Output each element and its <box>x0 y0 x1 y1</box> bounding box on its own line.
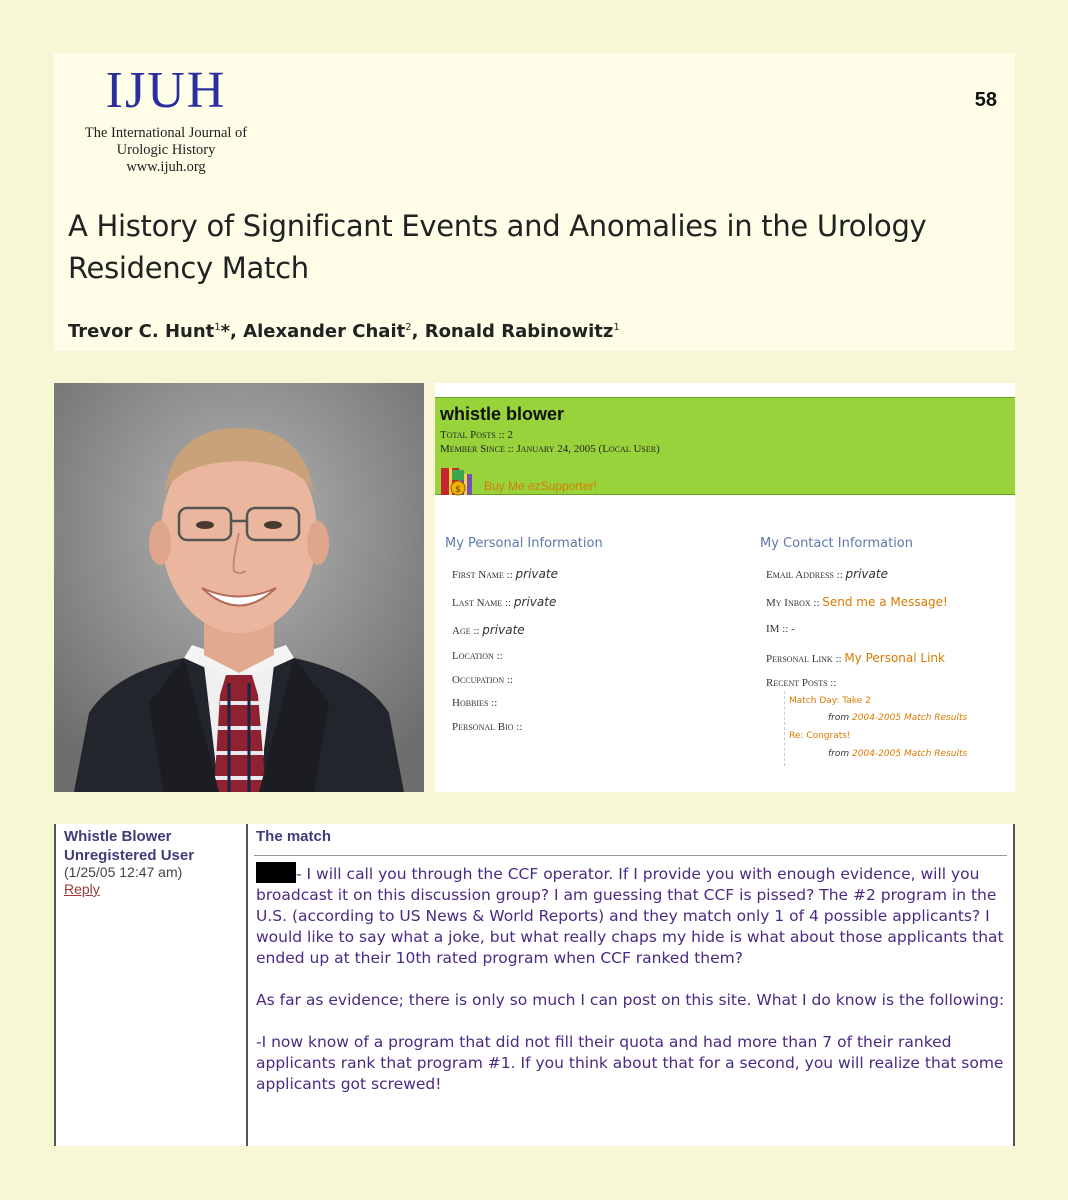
recent-post-1-source-link[interactable]: 2004-2005 Match Results <box>852 713 968 723</box>
field-last-name: Last Name :: private <box>452 595 557 609</box>
gift-coins-icon[interactable] <box>440 466 480 496</box>
recent-posts-rule <box>784 691 785 766</box>
author-2: Alexander Chait$^2$ <box>243 321 412 342</box>
field-personal-link: Personal Link :: My Personal Link <box>766 651 945 665</box>
field-hobbies: Hobbies :: <box>452 697 498 709</box>
personal-info-title: My Personal Information <box>445 536 603 551</box>
send-message-link[interactable]: Send me a Message! <box>822 595 948 609</box>
profile-username: whistle blower <box>440 404 565 424</box>
field-personal-bio: Personal Bio :: <box>452 721 523 733</box>
recent-post-1-title[interactable]: Match Day: Take 2 <box>789 696 871 706</box>
poster-role: Unregistered User <box>64 847 195 864</box>
total-posts: Total Posts :: 2 <box>440 429 513 441</box>
recent-post-2-title[interactable]: Re: Congrats! <box>789 731 851 741</box>
recent-post-2-source-link[interactable]: 2004-2005 Match Results <box>852 749 968 759</box>
field-location: Location :: <box>452 650 503 662</box>
author-3: Ronald Rabinowitz$^1$ <box>424 321 620 342</box>
article-title: A History of Significant Events and Anomalies in the Urology Residency Match <box>68 209 927 285</box>
field-age: Age :: private <box>452 623 525 637</box>
post-title: The match <box>256 828 332 845</box>
redaction-block <box>256 862 296 883</box>
field-im: IM :: - <box>766 623 795 635</box>
journal-logo-subtitle <box>66 125 266 176</box>
post-timestamp: (1/25/05 12:47 am) <box>64 864 183 880</box>
forum-column-divider <box>246 824 248 1146</box>
reply-link[interactable]: Reply <box>64 881 100 897</box>
contact-info-title: My Contact Information <box>760 536 914 551</box>
journal-name-line1: The International Journal of <box>84 125 248 141</box>
journal-header <box>54 53 1015 351</box>
member-since: Member Since :: January 24, 2005 (Local User) <box>440 443 660 455</box>
page-number: 58 <box>974 89 997 111</box>
poster-name: Whistle Blower <box>64 828 172 845</box>
journal-url: www.ijuh.org <box>126 159 206 175</box>
author-portrait-photo <box>54 383 424 792</box>
post-paragraph-2: As far as evidence; there is only so much I can post on this site. What I do know is the following: <box>256 991 1005 1009</box>
portrait-illustration <box>54 383 424 792</box>
post-paragraph-3: -I now know of a program that did not fill their quota and had more than 7 of their ranked applicants rank that program #1. If you think about that for a second, you will realize that some applicants got screwed! <box>256 1033 1004 1093</box>
post-title-rule <box>254 855 1007 856</box>
author-list: Trevor C. Hunt$^1$*, Alexander Chait$^2$, Ronald Rabinowitz$^1$ <box>68 321 620 342</box>
field-inbox: My Inbox :: Send me a Message! <box>766 595 948 609</box>
buy-ezsupporter-link[interactable]: Buy Me ezSupporter! <box>484 479 597 493</box>
field-recent-posts: Recent Posts :: <box>766 677 837 689</box>
recent-post-2-source: from 2004-2005 Match Results <box>828 749 968 759</box>
field-occupation: Occupation :: <box>452 674 513 686</box>
field-first-name: First Name :: private <box>452 567 558 581</box>
journal-name-line2: Urologic History <box>116 142 216 158</box>
recent-post-1-source: from 2004-2005 Match Results <box>828 713 968 723</box>
post-paragraph-1: - I will call you through the CCF operator. If I provide you with enough evidence, will you broadcast it on this discussion group? I am guessing that CCF is pissed? The #2 program in the U.S. (according to US News & World Reports) and they match only 1 of 4 possible applicants? I would like to say what a joke, but what really chaps my hide is what about those applicants that ended up at their 10th rated program when CCF ranked them? <box>256 862 1006 969</box>
forum-post <box>54 824 1015 1146</box>
journal-logo-mark: IJUH <box>105 62 227 119</box>
author-1: Trevor C. Hunt$^1$* <box>68 321 231 342</box>
forum-profile-card <box>435 383 1015 792</box>
svg-text:$: $ <box>455 485 461 495</box>
journal-logo <box>66 63 266 176</box>
post-body <box>256 862 1006 1116</box>
field-email: Email Address :: private <box>766 567 888 581</box>
profile-header-bar <box>435 397 1015 495</box>
personal-link[interactable]: My Personal Link <box>844 651 945 665</box>
